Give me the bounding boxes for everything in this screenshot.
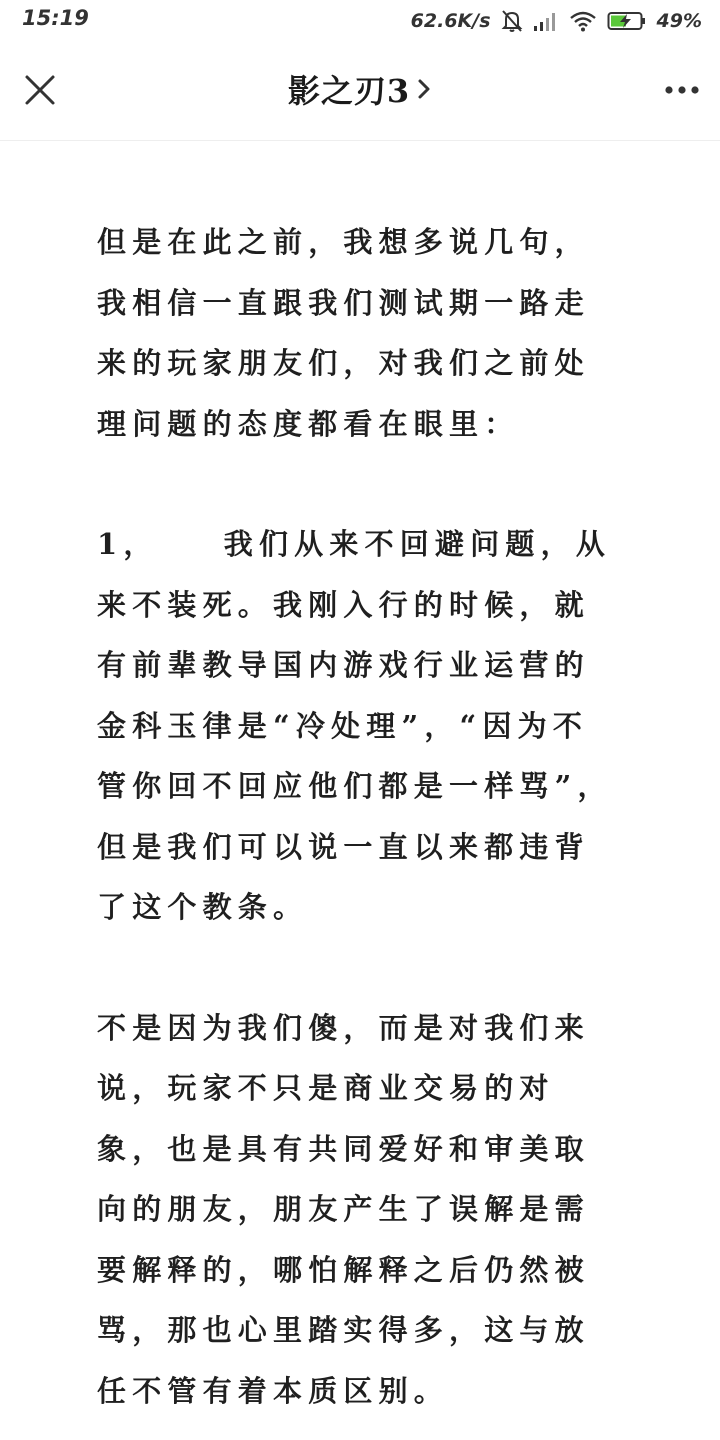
battery-percentage: 49% (656, 10, 702, 32)
status-indicators (411, 6, 702, 36)
article-paragraph: 不是因为我们傻，而是对我们来说，玩家不只是商业交易的对象，也是具有共同爱好和审美取向的朋友，朋友产生了误解是需要解释的，哪怕解释之后仍然被骂，那也心里踏实得多，这与放任不管有着本质区别。 (97, 1010, 590, 1408)
bell-mute-icon (501, 9, 523, 33)
top-navigation-bar (0, 42, 720, 141)
status-time: 15:19 (22, 6, 89, 30)
signal-icon (533, 10, 559, 32)
page-title: 影之刃3 (287, 72, 411, 110)
status-bar (0, 0, 720, 42)
wifi-icon (569, 10, 597, 32)
article-paragraph: 但是在此之前，我想多说几句，我相信一直跟我们测试期一路走来的玩家朋友们，对我们之前处理问题的态度都看在眼里： (97, 225, 590, 441)
account-title-link[interactable] (0, 66, 720, 112)
article-paragraph: 1， 我们从来不回避问题，从来不装死。我刚入行的时候，就有前辈教导国内游戏行业运营的金科玉律是“冷处理”，“因为不管你回不回应他们都是一样骂”，但是我们可以说一直以来都违背了这个教条。 (97, 527, 613, 924)
more-horizontal-icon (662, 72, 702, 108)
battery-charging-icon (607, 10, 647, 32)
chevron-right-icon (416, 76, 432, 102)
network-speed: 62.6K/s (410, 10, 491, 32)
more-options-button[interactable] (662, 72, 702, 108)
article-body (97, 212, 623, 1421)
